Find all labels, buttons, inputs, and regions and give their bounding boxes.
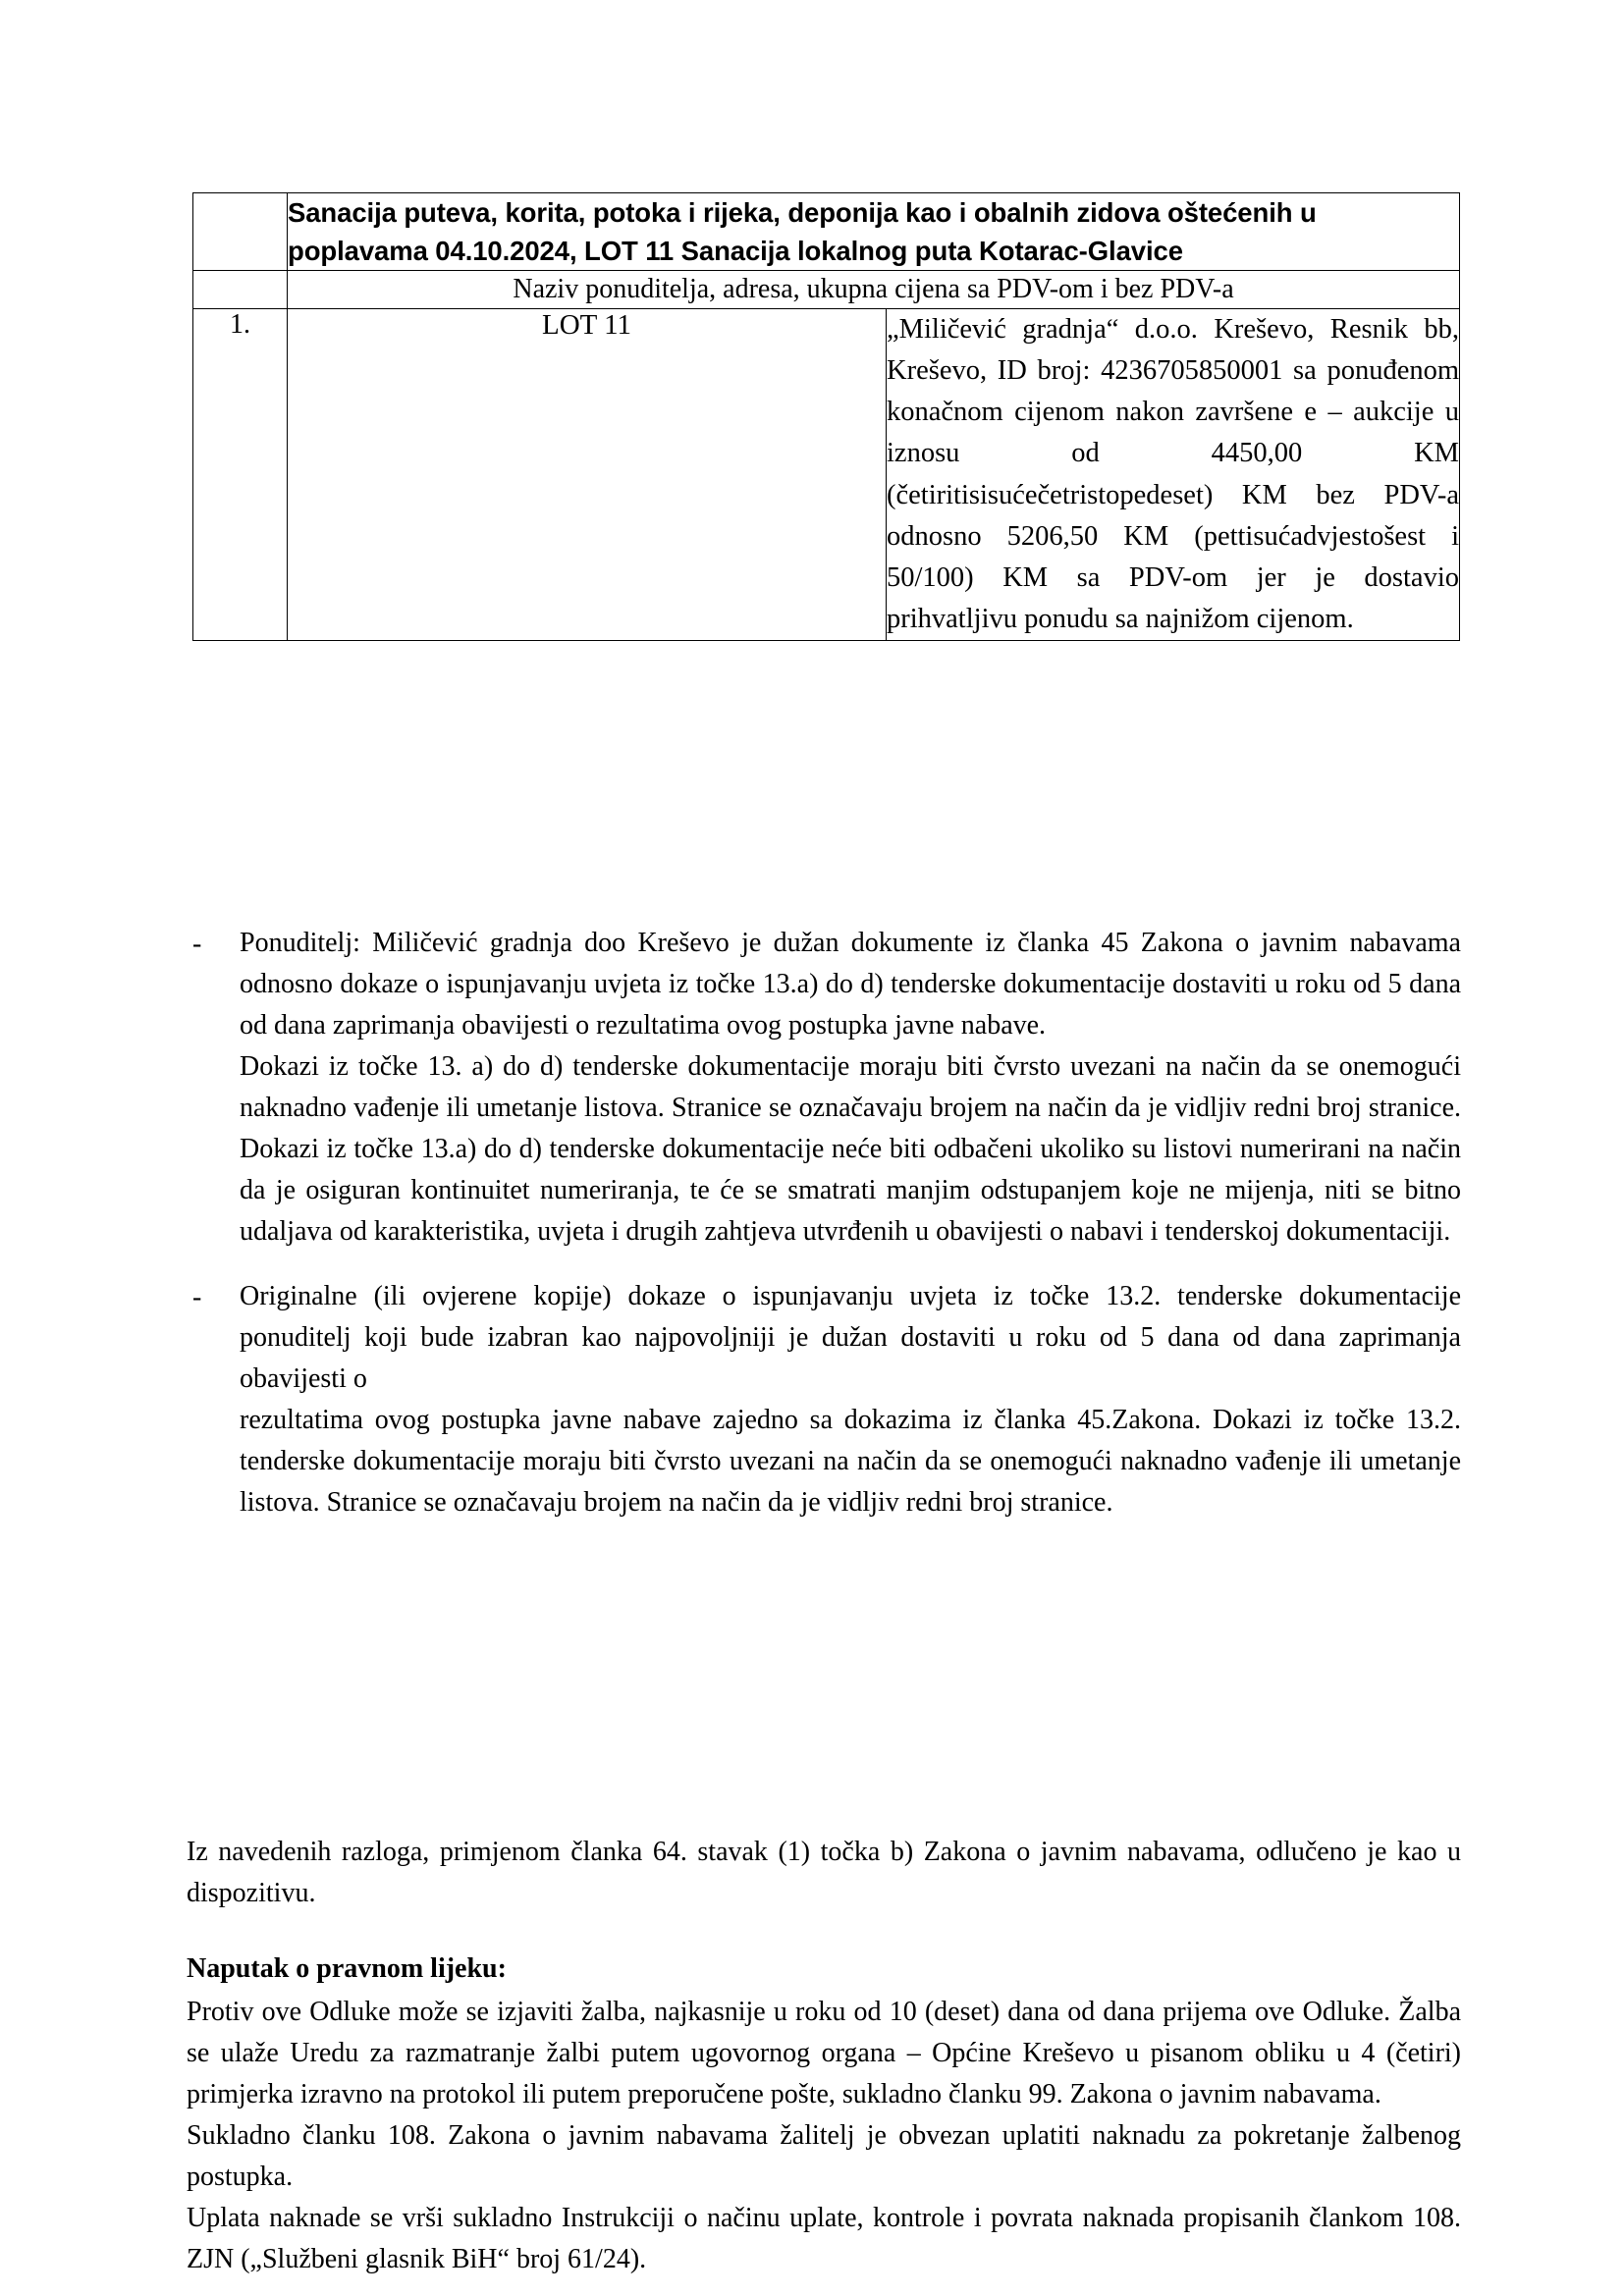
table-row — [193, 308, 1460, 640]
title-row-index-cell — [193, 193, 288, 271]
column-headers-label: Naziv ponuditelja, adresa, ukupna cijena sa PDV-om i bez PDV-a — [288, 271, 1460, 309]
bid-summary-table — [192, 192, 1460, 641]
table-row-title — [193, 193, 1460, 271]
list-item-paragraph: Originalne (ili ovjerene kopije) dokaze o ispunjavanju uvjeta iz točke 13.2. tenderske dokumentacije ponuditelj koji bude izabran kao najpovoljniji je dužan dostaviti u roku od 5 dana od dana zaprimanja obavijesti o — [240, 1281, 1461, 1394]
closing-paragraph-block — [187, 1832, 1461, 1914]
list-item — [192, 923, 1461, 1253]
closing-paragraph: Iz navedenih razloga, primjenom članka 64. stavak (1) točka b) Zakona o javnim nabavama, odlučeno je kao u dispozitivu. — [187, 1837, 1461, 1908]
bullet-dash-icon: - — [192, 1282, 202, 1312]
row-number: 1. — [193, 308, 288, 640]
obligations-list — [192, 923, 1461, 1547]
list-item-body — [240, 923, 1461, 1253]
row-lot-name: LOT 11 — [288, 308, 887, 640]
bullet-dash-icon: - — [192, 929, 202, 959]
list-item-paragraph: rezultatima ovog postupka javne nabave zajedno sa dokazima iz članka 45.Zakona. Dokazi iz točke 13.2. tenderske dokumentacije moraju biti čvrsto uvezani na način da se onemogući naknadno vađenje ili umetanje listova. Stranice se označavaju brojem na način da je vidljiv redni broj stranice. — [240, 1405, 1461, 1518]
list-item-body — [240, 1276, 1461, 1523]
list-item-paragraph: Dokazi iz točke 13. a) do d) tenderske dokumentacije moraju biti čvrsto uvezani na način da se onemogući naknadno vađenje ili umetanje listova. Stranice se označavaju brojem na način da je vidljiv redni broj stranice. Dokazi iz točke 13.a) do d) tenderske dokumentacije neće biti odbačeni ukoliko su listovi numerirani na način da je osiguran kontinuitet numeriranja, te će se smatrati manjim odstupanjem koje ne mijenja, niti se bitno udaljava od karakteristika, uvjeta i drugih zahtjeva utvrđenih u obavijesti o nabavi i tenderskoj dokumentaciji. — [240, 1051, 1461, 1247]
row-bidder-details: „Miličević gradnja“ d.o.o. Kreševo, Resnik bb, Kreševo, ID broj: 4236705850001 sa ponuđenom konačnom cijenom nakon završene e – aukcije u iznosu od 4450,00 KM (četiritisisućečetristopedeset) KM bez PDV-a odnosno 5206,50 KM (pettisućadvjestošest i 50/100) KM sa PDV-om jer je dostavio prihvatljivu ponudu sa najnižom cijenom. — [887, 308, 1460, 640]
legal-remedy-paragraph: Uplata naknade se vrši sukladno Instrukciji o načinu uplate, kontrole i povrata naknada propisanih člankom 108. ZJN („Službeni glasnik BiH“ broj 61/24). — [187, 2203, 1461, 2274]
list-item — [192, 1276, 1461, 1523]
subtitle-row-index-cell — [193, 271, 288, 309]
legal-remedy-heading: Naputak o pravnom lijeku: — [187, 1953, 507, 1984]
procurement-title: Sanacija puteva, korita, potoka i rijeka, deponija kao i obalnih zidova oštećenih u poplavama 04.10.2024, LOT 11 Sanacija lokalnog puta Kotarac-Glavice — [288, 193, 1460, 271]
legal-remedy-section — [187, 1949, 1461, 2280]
legal-remedy-paragraph: Protiv ove Odluke može se izjaviti žalba, najkasnije u roku od 10 (deset) dana od dana prijema ove Odluke. Žalba se ulaže Uredu za razmatranje žalbi putem ugovornog organa – Općine Kreševo u pisanom obliku u 4 (četiri) primjerka izravno na protokol ili putem preporučene pošte, sukladno članku 99. Zakona o javnim nabavama. — [187, 1997, 1461, 2109]
legal-remedy-paragraph: Sukladno članku 108. Zakona o javnim nabavama žalitelj je obvezan uplatiti naknadu za pokretanje žalbenog postupka. — [187, 2120, 1461, 2192]
list-item-paragraph: Ponuditelj: Miličević gradnja doo Kreševo je dužan dokumente iz članka 45 Zakona o javnim nabavama odnosno dokaze o ispunjavanju uvjeta iz točke 13.a) do d) tenderske dokumentacije dostaviti u roku od 5 dana od dana zaprimanja obavijesti o rezultatima ovog postupka javne nabave. — [240, 928, 1461, 1041]
table-row-subtitle — [193, 271, 1460, 309]
